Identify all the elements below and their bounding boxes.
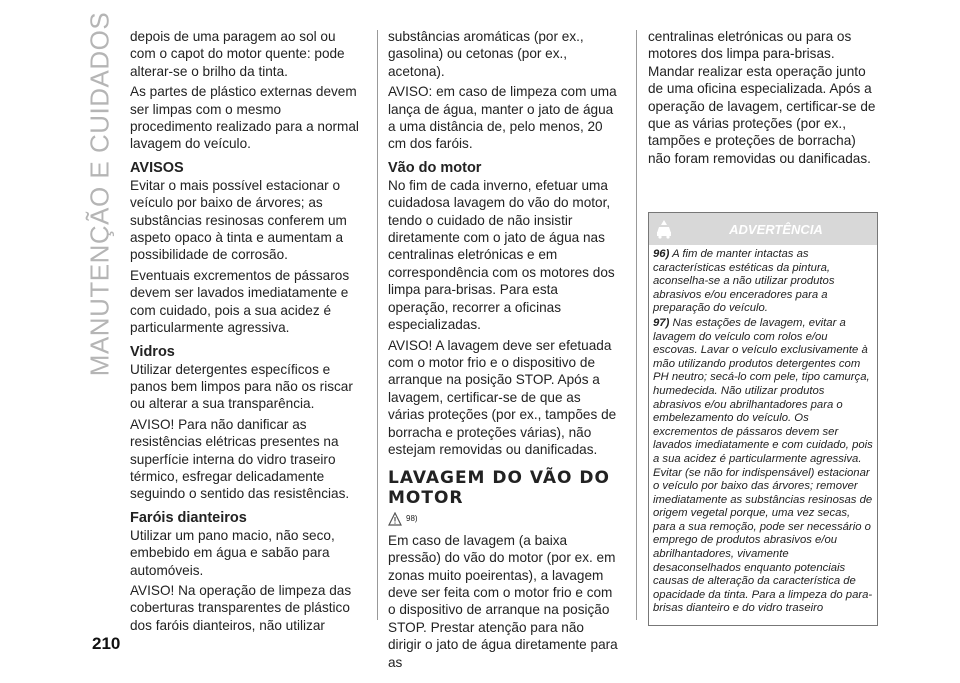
paragraph: Utilizar detergentes específicos e panos bem limpos para não os riscar ou alterar a sua transparência.	[130, 361, 353, 412]
warning-item-96	[653, 248, 873, 316]
heading-farois: Faróis dianteiros	[130, 509, 247, 526]
side-section-title	[80, 11, 120, 377]
section-title-text: MANUTENÇÃO E CUIDADOS	[84, 11, 115, 377]
paragraph: Eventuais excrementos de pássaros devem ser lavados imediatamente e com cuidado, pois a sua acidez é particularmente agressiva.	[130, 267, 350, 336]
warning-triangle-icon	[388, 512, 402, 526]
warning-title: ADVERTÊNCIA	[729, 222, 823, 237]
heading-avisos: AVISOS	[130, 159, 184, 176]
warning-number: 96)	[653, 248, 670, 260]
warning-number: 97)	[653, 316, 670, 329]
warning-reference	[388, 510, 620, 527]
paragraph: depois de uma paragem ao sol ou com o capot do motor quente: pode alterar-se o brilho da tinta.	[130, 29, 345, 79]
warning-item-97	[653, 317, 873, 616]
warning-box	[648, 212, 878, 626]
column-1	[130, 28, 362, 637]
column-3	[648, 28, 880, 170]
paragraph: AVISO: em caso de limpeza com uma lança de água, manter o jato de água a uma distância de, pelo menos, 20 cm dos faróis.	[388, 84, 617, 152]
paragraph: AVISO! A lavagem deve ser efetuada com o motor frio e o dispositivo de arranque na posição STOP. Após a lavagem, certificar-se de que as várias proteções (por ex., tampões de borracha e proteções várias), não estejam removidas ou danificadas.	[388, 337, 617, 457]
paragraph: Utilizar um pano macio, não seco, embebido em água e sabão para automóveis.	[130, 527, 335, 578]
warning-body	[649, 245, 877, 616]
column-divider	[377, 30, 378, 620]
paragraph: No fim de cada inverno, efetuar uma cuidadosa lavagem do vão do motor, tendo o cuidado de não insistir diretamente com o jato de água nas centralinas eletrónicas e em correspondência com os motores dos limpa para-brisas. Para esta operação, recorrer a oficinas especializadas.	[388, 177, 615, 333]
warning-text: A fim de manter intactas as características estéticas da pintura, aconselha-se a não utilizar produtos abrasivos e/ou enceradores para a preparação do veículo.	[653, 248, 835, 315]
reference-number: 98)	[406, 514, 418, 524]
column-divider	[636, 30, 637, 620]
warning-header	[649, 213, 877, 245]
heading-vao-do-motor: Vão do motor	[388, 159, 482, 176]
warning-text: Nas estações de lavagem, evitar a lavagem do veículo com rolos e/ou escovas. Lavar o veículo exclusivamente à mão utilizando produtos detergentes com PH neutro; secá-lo com pele, tipo camurça, humedecida. Não utilizar produtos abrasivos e/ou abrilhantadores para o embelezamento do veículo. Os excrementos de pássaros devem ser lavados imediatamente e com cuidado, pois a sua acidez é particularmente agressiva. Evitar (se não for indispensável) estacionar o veículo por baixo das árvores; remover imediatamente as substâncias resinosas de origem vegetal porque, uma vez secas, para a sua remoção, pode ser necessário o emprego de produtos abrasivos e/ou abrilhantadores, vivamente desaconselhados enquanto potenciais causas de alteração da característica de opacidade da tinta. Para a limpeza do para-brisas dianteiro e do vidro traseiro	[653, 316, 873, 615]
paragraph: substâncias aromáticas (por ex., gasolina) ou cetonas (por ex., acetona).	[388, 29, 584, 79]
page-number: 210	[92, 634, 121, 653]
paragraph: Evitar o mais possível estacionar o veículo por baixo de árvores; as substâncias resinosas conferem um aspeto opaco à tinta e aumentam a possibilidade de corrosão.	[130, 177, 347, 263]
paragraph: As partes de plástico externas devem ser limpas com o mesmo procedimento realizado para a normal lavagem do veículo.	[130, 84, 359, 152]
paragraph: centralinas eletrónicas ou para os motores dos limpa para-brisas. Mandar realizar esta operação junto de uma oficina especializada. Após a operação de lavagem, certificar-se de que as várias proteções (por ex., tampões e proteções de borracha) não foram removidas ou danificadas.	[648, 29, 876, 166]
paragraph: AVISO! Para não danificar as resistências elétricas presentes na superfície interna do vidro traseiro térmico, esfregar delicadamente seguindo o sentido das resistências.	[130, 416, 350, 502]
paragraph: AVISO! Na operação de limpeza das coberturas transparentes de plástico dos faróis dianteiros, não utilizar	[130, 582, 352, 633]
paragraph: Em caso de lavagem (a baixa pressão) do vão do motor (por ex. em zonas muito poeirentas), a lavagem deve ser feita com o motor frio e com o dispositivo de arranque na posição STOP. Prestar atenção para não dirigir o jato de água diretamente para as	[388, 532, 618, 670]
column-2	[388, 28, 620, 674]
heading-lavagem-vao-motor: LAVAGEM DO VÃO DO MOTOR	[388, 468, 610, 509]
heading-vidros: Vidros	[130, 343, 175, 360]
